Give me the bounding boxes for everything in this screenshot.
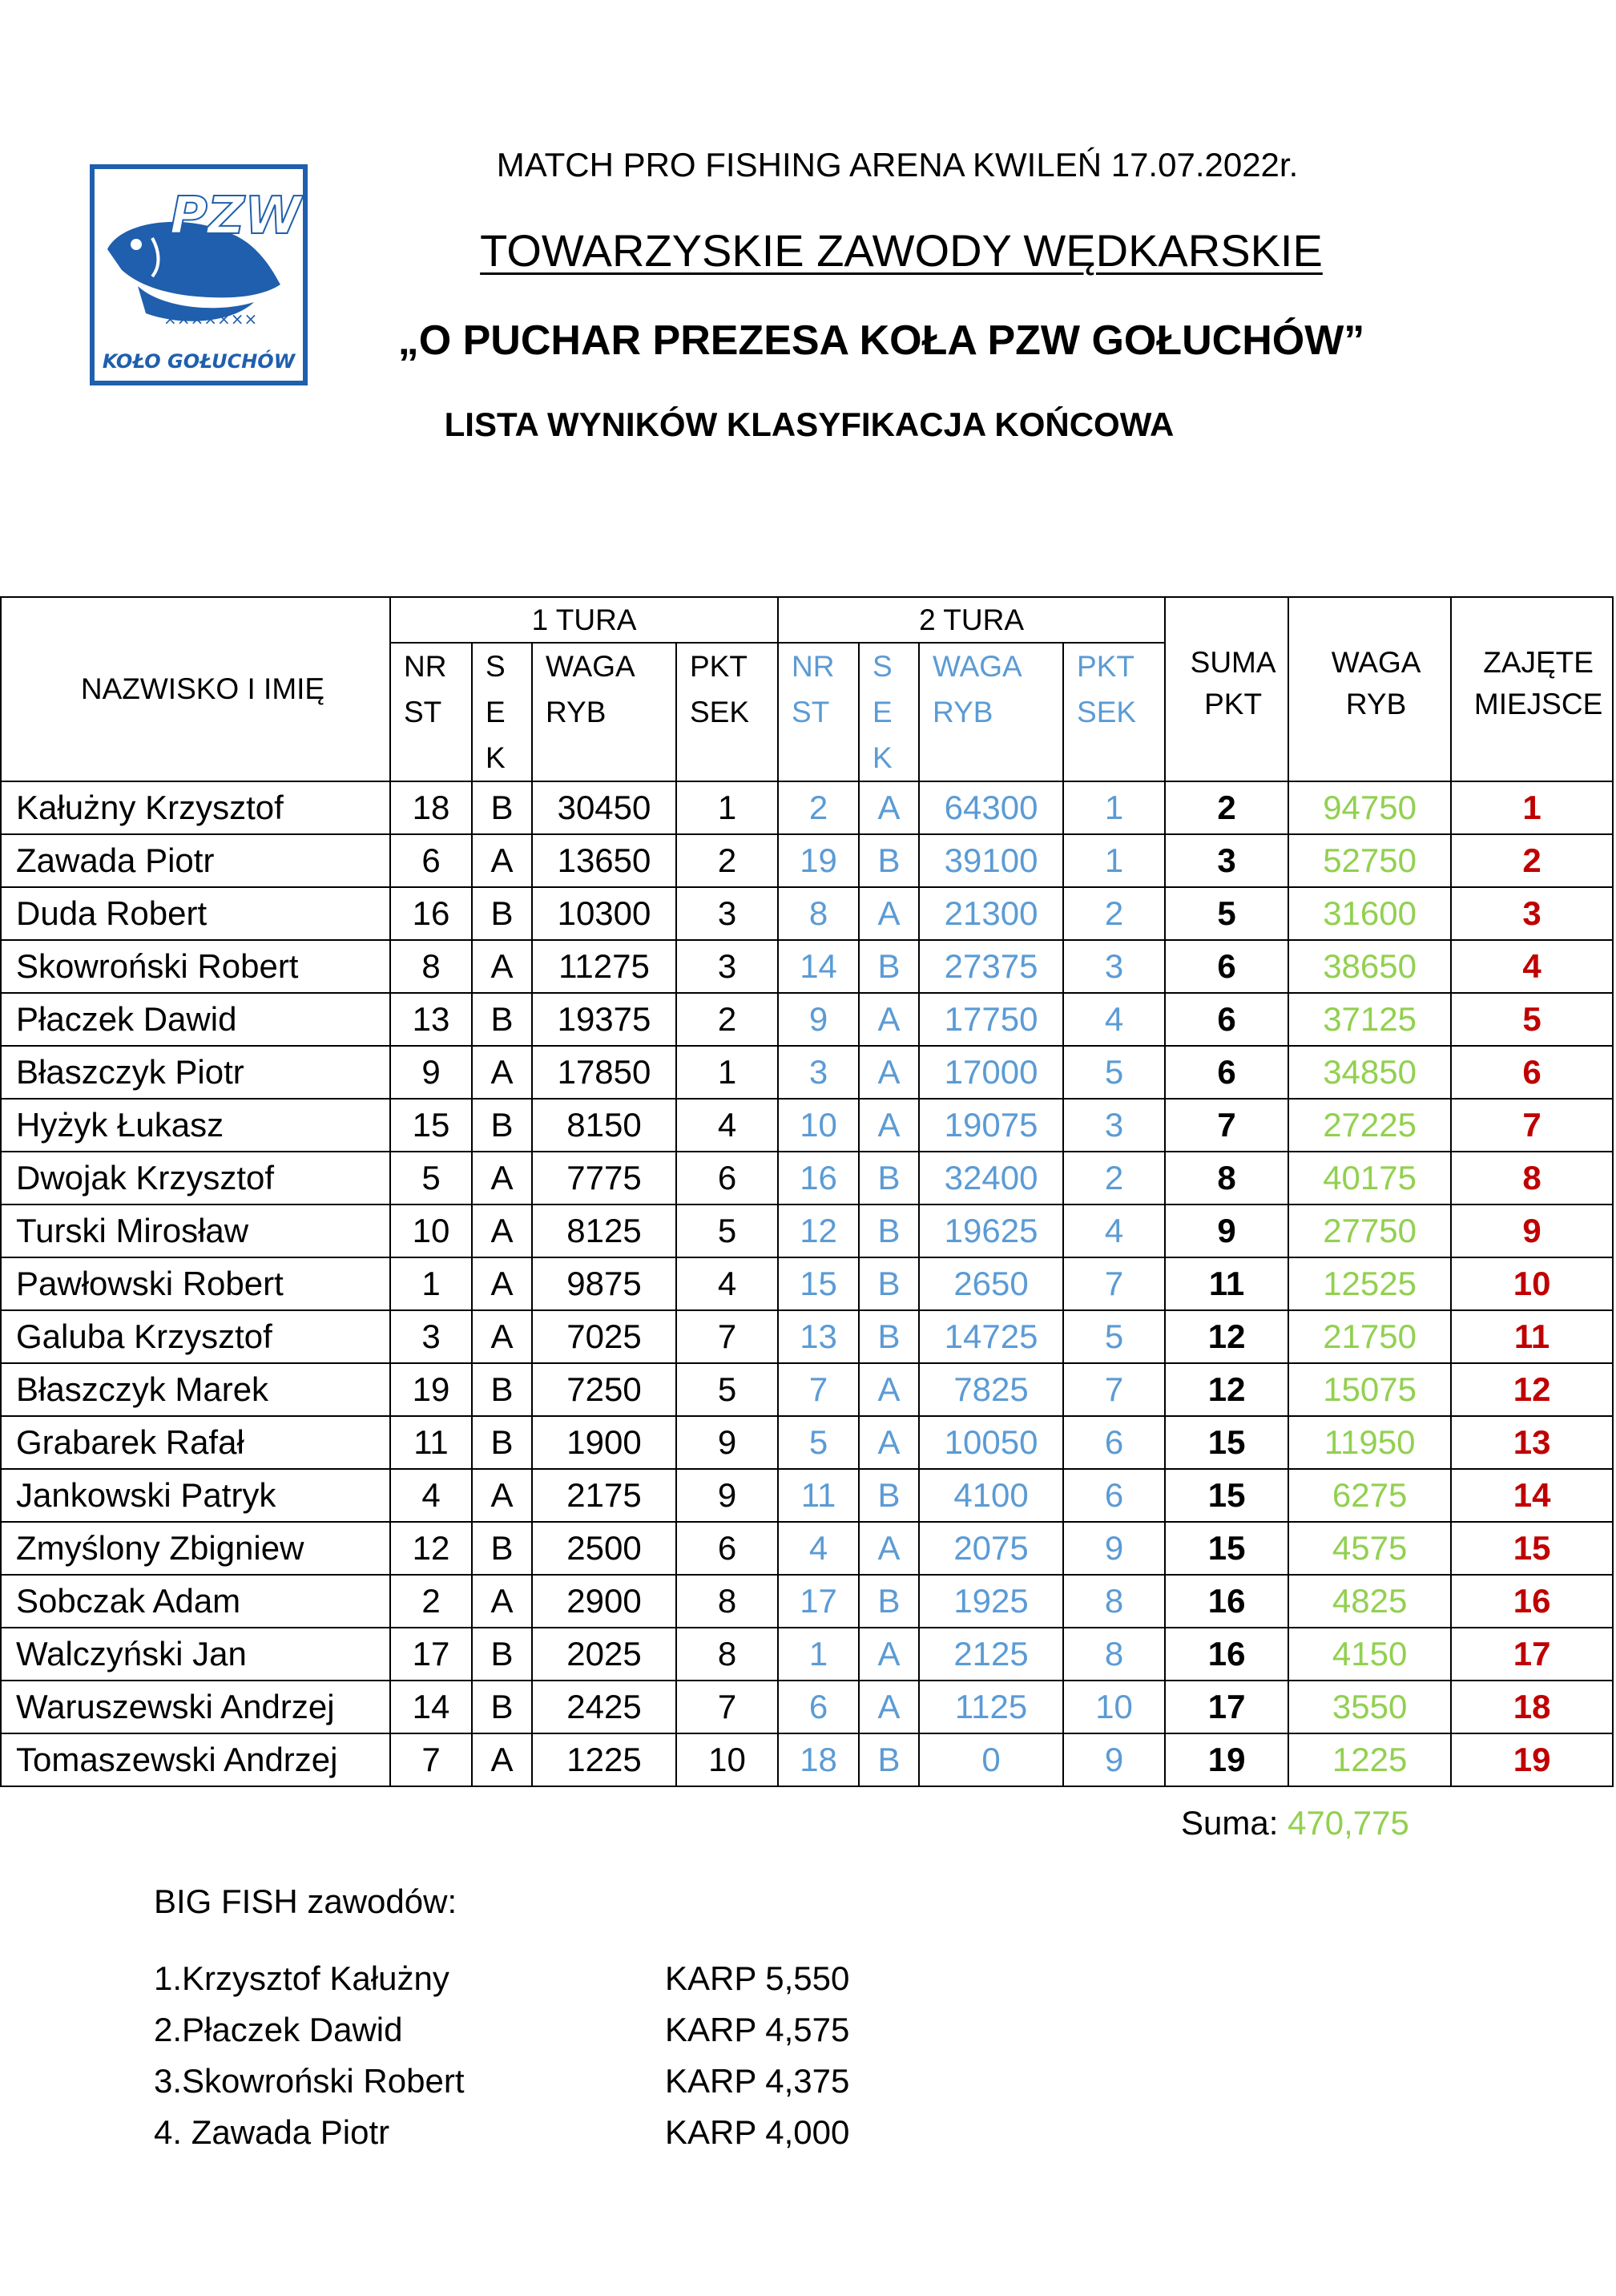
header-name: NAZWISKO I IMIĘ [1, 597, 390, 781]
cell-r2-sek: B [859, 834, 919, 887]
cell-r2-pkt: 8 [1063, 1628, 1165, 1681]
cell-place: 4 [1451, 940, 1613, 993]
cell-r2-nr: 12 [778, 1204, 859, 1257]
big-fish-title: BIG FISH zawodów: [154, 1882, 457, 1920]
cell-waga-ryb: 12525 [1288, 1257, 1451, 1310]
cell-suma-pkt: 9 [1165, 1204, 1288, 1257]
cell-waga-ryb: 27750 [1288, 1204, 1451, 1257]
cell-name: Duda Robert [1, 887, 390, 940]
cell-place: 9 [1451, 1204, 1613, 1257]
cell-suma-pkt: 15 [1165, 1522, 1288, 1575]
big-fish-catch: KARP 4,000 [665, 2113, 850, 2151]
header-suma-pkt: SUMA PKT [1165, 597, 1288, 781]
cell-r2-waga: 7825 [919, 1363, 1063, 1416]
cell-r1-waga: 17850 [532, 1046, 676, 1099]
cell-waga-ryb: 34850 [1288, 1046, 1451, 1099]
header-place: ZAJĘTE MIEJSCE [1451, 597, 1613, 781]
cell-r2-nr: 17 [778, 1575, 859, 1628]
cell-r2-waga: 17000 [919, 1046, 1063, 1099]
table-row [1, 1099, 1613, 1152]
cell-r2-sek: B [859, 940, 919, 993]
cell-r1-nr: 8 [390, 940, 472, 993]
cell-place: 7 [1451, 1099, 1613, 1152]
cell-r2-nr: 13 [778, 1310, 859, 1363]
cell-r1-nr: 10 [390, 1204, 472, 1257]
cell-r2-nr: 10 [778, 1099, 859, 1152]
cell-r2-nr: 3 [778, 1046, 859, 1099]
cell-r1-waga: 13650 [532, 834, 676, 887]
cell-r1-pkt: 9 [676, 1469, 778, 1522]
cell-r1-pkt: 5 [676, 1363, 778, 1416]
cell-place: 11 [1451, 1310, 1613, 1363]
cell-waga-ryb: 94750 [1288, 781, 1451, 834]
cell-r2-nr: 6 [778, 1681, 859, 1733]
cell-r2-waga: 0 [919, 1733, 1063, 1786]
cell-r1-sek: B [472, 781, 532, 834]
cell-place: 13 [1451, 1416, 1613, 1469]
cell-name: Jankowski Patryk [1, 1469, 390, 1522]
cell-r1-pkt: 6 [676, 1522, 778, 1575]
cell-name: Turski Mirosław [1, 1204, 390, 1257]
table-row [1, 1522, 1613, 1575]
cell-r2-pkt: 7 [1063, 1363, 1165, 1416]
table-row [1, 1416, 1613, 1469]
cell-r2-nr: 18 [778, 1733, 859, 1786]
cell-r2-pkt: 7 [1063, 1257, 1165, 1310]
cell-r1-sek: A [472, 1152, 532, 1204]
cell-r1-waga: 9875 [532, 1257, 676, 1310]
header-r2-nr: NR ST [778, 643, 859, 781]
cell-r2-nr: 2 [778, 781, 859, 834]
cell-r2-waga: 21300 [919, 887, 1063, 940]
cell-r2-nr: 9 [778, 993, 859, 1046]
cell-place: 14 [1451, 1469, 1613, 1522]
cell-r1-pkt: 7 [676, 1681, 778, 1733]
cell-r1-waga: 2425 [532, 1681, 676, 1733]
results-table [0, 596, 1614, 1787]
cell-r1-waga: 1225 [532, 1733, 676, 1786]
cell-suma-pkt: 8 [1165, 1152, 1288, 1204]
cell-r1-sek: B [472, 1522, 532, 1575]
cell-waga-ryb: 3550 [1288, 1681, 1451, 1733]
table-row [1, 1363, 1613, 1416]
table-row [1, 887, 1613, 940]
cell-suma-pkt: 17 [1165, 1681, 1288, 1733]
cell-r1-pkt: 8 [676, 1575, 778, 1628]
big-fish-angler: 3.Skowroński Robert [154, 2062, 465, 2100]
cell-r2-nr: 4 [778, 1522, 859, 1575]
cell-r2-sek: B [859, 1469, 919, 1522]
cell-r1-waga: 2025 [532, 1628, 676, 1681]
cell-r2-waga: 10050 [919, 1416, 1063, 1469]
cell-suma-pkt: 19 [1165, 1733, 1288, 1786]
cell-r2-pkt: 9 [1063, 1522, 1165, 1575]
cell-r1-waga: 7250 [532, 1363, 676, 1416]
cell-place: 15 [1451, 1522, 1613, 1575]
cell-r2-sek: A [859, 1099, 919, 1152]
cell-r1-nr: 18 [390, 781, 472, 834]
cell-r1-sek: A [472, 1046, 532, 1099]
big-fish-catch: KARP 4,575 [665, 2011, 850, 2048]
cell-r2-nr: 16 [778, 1152, 859, 1204]
cell-r1-pkt: 5 [676, 1204, 778, 1257]
cell-r1-waga: 8150 [532, 1099, 676, 1152]
pzw-fish-logo-icon [90, 164, 308, 385]
header-round1: 1 TURA [390, 597, 778, 643]
cell-waga-ryb: 11950 [1288, 1416, 1451, 1469]
cell-r1-sek: B [472, 1416, 532, 1469]
cell-waga-ryb: 4150 [1288, 1628, 1451, 1681]
table-row [1, 1469, 1613, 1522]
cell-r2-pkt: 3 [1063, 1099, 1165, 1152]
cell-suma-pkt: 6 [1165, 993, 1288, 1046]
svg-text:PZW: PZW [170, 187, 301, 246]
big-fish-angler: 1.Krzysztof Kałużny [154, 1959, 449, 1997]
cell-r1-pkt: 3 [676, 887, 778, 940]
cell-r1-pkt: 8 [676, 1628, 778, 1681]
cell-r2-sek: A [859, 1416, 919, 1469]
table-row [1, 1310, 1613, 1363]
cell-r1-sek: A [472, 1310, 532, 1363]
cell-r2-nr: 19 [778, 834, 859, 887]
table-row [1, 1152, 1613, 1204]
cell-place: 12 [1451, 1363, 1613, 1416]
cell-waga-ryb: 38650 [1288, 940, 1451, 993]
header-r1-nr: NR ST [390, 643, 472, 781]
cell-place: 6 [1451, 1046, 1613, 1099]
cell-r2-sek: B [859, 1310, 919, 1363]
cell-waga-ryb: 40175 [1288, 1152, 1451, 1204]
cell-r1-pkt: 10 [676, 1733, 778, 1786]
cell-r2-waga: 2075 [919, 1522, 1063, 1575]
cell-r2-pkt: 9 [1063, 1733, 1165, 1786]
cell-waga-ryb: 4825 [1288, 1575, 1451, 1628]
header-r1-pkt-sek: PKT SEK [676, 643, 778, 781]
cell-r2-sek: B [859, 1733, 919, 1786]
cell-r2-waga: 64300 [919, 781, 1063, 834]
big-fish-angler: 4. Zawada Piotr [154, 2113, 390, 2151]
cell-r2-waga: 1125 [919, 1681, 1063, 1733]
cell-r2-sek: A [859, 1363, 919, 1416]
table-row [1, 1046, 1613, 1099]
table-row [1, 993, 1613, 1046]
cell-r1-pkt: 9 [676, 1416, 778, 1469]
cell-r1-sek: A [472, 1257, 532, 1310]
cell-waga-ryb: 52750 [1288, 834, 1451, 887]
cell-waga-ryb: 1225 [1288, 1733, 1451, 1786]
cell-name: Płaczek Dawid [1, 993, 390, 1046]
total-weight-summary [1181, 1800, 1409, 1846]
cell-place: 5 [1451, 993, 1613, 1046]
cell-waga-ryb: 21750 [1288, 1310, 1451, 1363]
cell-r1-sek: A [472, 834, 532, 887]
cell-name: Dwojak Krzysztof [1, 1152, 390, 1204]
event-line: MATCH PRO FISHING ARENA KWILEŃ 17.07.2022r. [496, 146, 1299, 184]
cell-name: Hyżyk Łukasz [1, 1099, 390, 1152]
cell-r1-sek: B [472, 887, 532, 940]
pzw-logo [90, 164, 308, 385]
cell-r1-sek: B [472, 1681, 532, 1733]
cell-r1-nr: 19 [390, 1363, 472, 1416]
total-weight-value: 470,775 [1288, 1804, 1409, 1842]
cell-r2-waga: 14725 [919, 1310, 1063, 1363]
competition-title: TOWARZYSKIE ZAWODY WĘDKARSKIE [480, 225, 1323, 276]
cell-r1-nr: 4 [390, 1469, 472, 1522]
cell-place: 18 [1451, 1681, 1613, 1733]
cell-r1-sek: A [472, 1733, 532, 1786]
cell-place: 2 [1451, 834, 1613, 887]
cell-name: Waruszewski Andrzej [1, 1681, 390, 1733]
cell-r1-pkt: 4 [676, 1099, 778, 1152]
cell-r2-sek: A [859, 781, 919, 834]
cell-name: Galuba Krzysztof [1, 1310, 390, 1363]
cell-place: 8 [1451, 1152, 1613, 1204]
cell-r1-nr: 17 [390, 1628, 472, 1681]
cell-r2-pkt: 6 [1063, 1416, 1165, 1469]
cell-r2-waga: 4100 [919, 1469, 1063, 1522]
header-r1-waga: WAGA RYB [532, 643, 676, 781]
cell-r2-waga: 32400 [919, 1152, 1063, 1204]
cell-r1-pkt: 1 [676, 781, 778, 834]
cell-r1-pkt: 1 [676, 1046, 778, 1099]
cell-r1-nr: 2 [390, 1575, 472, 1628]
cell-r2-pkt: 10 [1063, 1681, 1165, 1733]
cell-suma-pkt: 5 [1165, 887, 1288, 940]
cell-r1-sek: A [472, 1469, 532, 1522]
cell-r2-sek: A [859, 993, 919, 1046]
cell-r1-waga: 2500 [532, 1522, 676, 1575]
svg-text:×××××××: ××××××× [163, 309, 258, 329]
table-row [1, 1681, 1613, 1733]
header-r1-sek: S E K [472, 643, 532, 781]
cell-r1-nr: 12 [390, 1522, 472, 1575]
cell-r1-sek: B [472, 1099, 532, 1152]
cell-waga-ryb: 4575 [1288, 1522, 1451, 1575]
cell-r2-sek: A [859, 1046, 919, 1099]
cell-r1-waga: 30450 [532, 781, 676, 834]
cell-r1-nr: 6 [390, 834, 472, 887]
big-fish-catch: KARP 5,550 [665, 1959, 850, 1997]
cell-r2-sek: B [859, 1575, 919, 1628]
cell-name: Zawada Piotr [1, 834, 390, 887]
cell-r1-sek: B [472, 993, 532, 1046]
cell-r2-waga: 39100 [919, 834, 1063, 887]
cell-r1-pkt: 7 [676, 1310, 778, 1363]
cell-name: Zmyślony Zbigniew [1, 1522, 390, 1575]
cell-r2-pkt: 4 [1063, 993, 1165, 1046]
cell-r2-pkt: 2 [1063, 887, 1165, 940]
cell-r1-nr: 5 [390, 1152, 472, 1204]
cell-r2-waga: 19625 [919, 1204, 1063, 1257]
cell-name: Sobczak Adam [1, 1575, 390, 1628]
cell-r1-sek: B [472, 1628, 532, 1681]
big-fish-catch: KARP 4,375 [665, 2062, 850, 2100]
cell-name: Błaszczyk Piotr [1, 1046, 390, 1099]
cell-r2-nr: 1 [778, 1628, 859, 1681]
cell-r1-waga: 8125 [532, 1204, 676, 1257]
cup-title: „O PUCHAR PREZESA KOŁA PZW GOŁUCHÓW” [397, 317, 1365, 364]
cell-suma-pkt: 6 [1165, 1046, 1288, 1099]
cell-r1-waga: 1900 [532, 1416, 676, 1469]
cell-r1-waga: 10300 [532, 887, 676, 940]
cell-r1-sek: A [472, 1575, 532, 1628]
table-row [1, 1575, 1613, 1628]
cell-suma-pkt: 7 [1165, 1099, 1288, 1152]
cell-name: Skowroński Robert [1, 940, 390, 993]
cell-r1-nr: 7 [390, 1733, 472, 1786]
cell-r2-pkt: 8 [1063, 1575, 1165, 1628]
cell-r1-sek: B [472, 1363, 532, 1416]
cell-r1-nr: 1 [390, 1257, 472, 1310]
cell-r2-pkt: 1 [1063, 834, 1165, 887]
cell-r1-pkt: 2 [676, 834, 778, 887]
cell-r2-pkt: 3 [1063, 940, 1165, 993]
cell-r1-sek: A [472, 1204, 532, 1257]
cell-r2-sek: A [859, 1628, 919, 1681]
cell-r1-sek: A [472, 940, 532, 993]
cell-place: 3 [1451, 887, 1613, 940]
cell-r1-waga: 7025 [532, 1310, 676, 1363]
table-row [1, 1628, 1613, 1681]
table-row [1, 1204, 1613, 1257]
cell-waga-ryb: 27225 [1288, 1099, 1451, 1152]
cell-waga-ryb: 37125 [1288, 993, 1451, 1046]
cell-r2-pkt: 6 [1063, 1469, 1165, 1522]
cell-suma-pkt: 16 [1165, 1628, 1288, 1681]
cell-r2-sek: B [859, 1152, 919, 1204]
big-fish-angler: 2.Płaczek Dawid [154, 2011, 403, 2048]
table-row [1, 940, 1613, 993]
cell-r1-nr: 9 [390, 1046, 472, 1099]
cell-r1-waga: 2175 [532, 1469, 676, 1522]
header-r2-waga: WAGA RYB [919, 643, 1063, 781]
cell-r1-nr: 13 [390, 993, 472, 1046]
table-row [1, 1733, 1613, 1786]
cell-r2-waga: 2650 [919, 1257, 1063, 1310]
cell-r1-waga: 11275 [532, 940, 676, 993]
cell-name: Pawłowski Robert [1, 1257, 390, 1310]
cell-r2-waga: 17750 [919, 993, 1063, 1046]
cell-r1-nr: 3 [390, 1310, 472, 1363]
cell-suma-pkt: 12 [1165, 1310, 1288, 1363]
cell-waga-ryb: 15075 [1288, 1363, 1451, 1416]
cell-r2-pkt: 4 [1063, 1204, 1165, 1257]
cell-r2-nr: 14 [778, 940, 859, 993]
list-title: LISTA WYNIKÓW KLASYFIKACJA KOŃCOWA [444, 406, 1175, 443]
cell-waga-ryb: 31600 [1288, 887, 1451, 940]
cell-r2-sek: A [859, 1522, 919, 1575]
cell-name: Tomaszewski Andrzej [1, 1733, 390, 1786]
cell-r2-sek: B [859, 1204, 919, 1257]
cell-suma-pkt: 3 [1165, 834, 1288, 887]
cell-r2-nr: 7 [778, 1363, 859, 1416]
table-row [1, 834, 1613, 887]
header-r2-pkt-sek: PKT SEK [1063, 643, 1165, 781]
svg-text:KOŁO GOŁUCHÓW: KOŁO GOŁUCHÓW [102, 350, 296, 373]
cell-r2-pkt: 5 [1063, 1046, 1165, 1099]
cell-r2-sek: A [859, 887, 919, 940]
cell-suma-pkt: 16 [1165, 1575, 1288, 1628]
table-row [1, 1257, 1613, 1310]
header-r2-sek: S E K [859, 643, 919, 781]
header-waga-ryb: WAGA RYB [1288, 597, 1451, 781]
table-row [1, 781, 1613, 834]
cell-r2-pkt: 1 [1063, 781, 1165, 834]
cell-r2-waga: 19075 [919, 1099, 1063, 1152]
cell-r2-waga: 1925 [919, 1575, 1063, 1628]
cell-name: Błaszczyk Marek [1, 1363, 390, 1416]
cell-waga-ryb: 6275 [1288, 1469, 1451, 1522]
cell-r2-waga: 27375 [919, 940, 1063, 993]
total-weight-label: Suma: [1181, 1804, 1279, 1842]
cell-place: 1 [1451, 781, 1613, 834]
cell-r1-nr: 11 [390, 1416, 472, 1469]
cell-name: Kałużny Krzysztof [1, 781, 390, 834]
cell-name: Grabarek Rafał [1, 1416, 390, 1469]
cell-r2-nr: 5 [778, 1416, 859, 1469]
cell-r2-nr: 8 [778, 887, 859, 940]
cell-r2-nr: 11 [778, 1469, 859, 1522]
cell-r2-pkt: 2 [1063, 1152, 1165, 1204]
cell-place: 16 [1451, 1575, 1613, 1628]
cell-r1-waga: 2900 [532, 1575, 676, 1628]
cell-r2-sek: B [859, 1257, 919, 1310]
header-round2: 2 TURA [778, 597, 1165, 643]
cell-r1-pkt: 3 [676, 940, 778, 993]
cell-suma-pkt: 11 [1165, 1257, 1288, 1310]
cell-r2-waga: 2125 [919, 1628, 1063, 1681]
cell-suma-pkt: 15 [1165, 1416, 1288, 1469]
cell-r1-pkt: 2 [676, 993, 778, 1046]
cell-suma-pkt: 2 [1165, 781, 1288, 834]
cell-r2-nr: 15 [778, 1257, 859, 1310]
cell-r1-waga: 19375 [532, 993, 676, 1046]
cell-r1-nr: 14 [390, 1681, 472, 1733]
cell-r1-pkt: 6 [676, 1152, 778, 1204]
cell-place: 10 [1451, 1257, 1613, 1310]
cell-place: 19 [1451, 1733, 1613, 1786]
cell-suma-pkt: 12 [1165, 1363, 1288, 1416]
cell-r1-waga: 7775 [532, 1152, 676, 1204]
cell-r1-nr: 15 [390, 1099, 472, 1152]
cell-suma-pkt: 15 [1165, 1469, 1288, 1522]
cell-r2-sek: A [859, 1681, 919, 1733]
cell-r1-pkt: 4 [676, 1257, 778, 1310]
cell-suma-pkt: 6 [1165, 940, 1288, 993]
cell-r2-pkt: 5 [1063, 1310, 1165, 1363]
cell-place: 17 [1451, 1628, 1613, 1681]
cell-r1-nr: 16 [390, 887, 472, 940]
cell-name: Walczyński Jan [1, 1628, 390, 1681]
